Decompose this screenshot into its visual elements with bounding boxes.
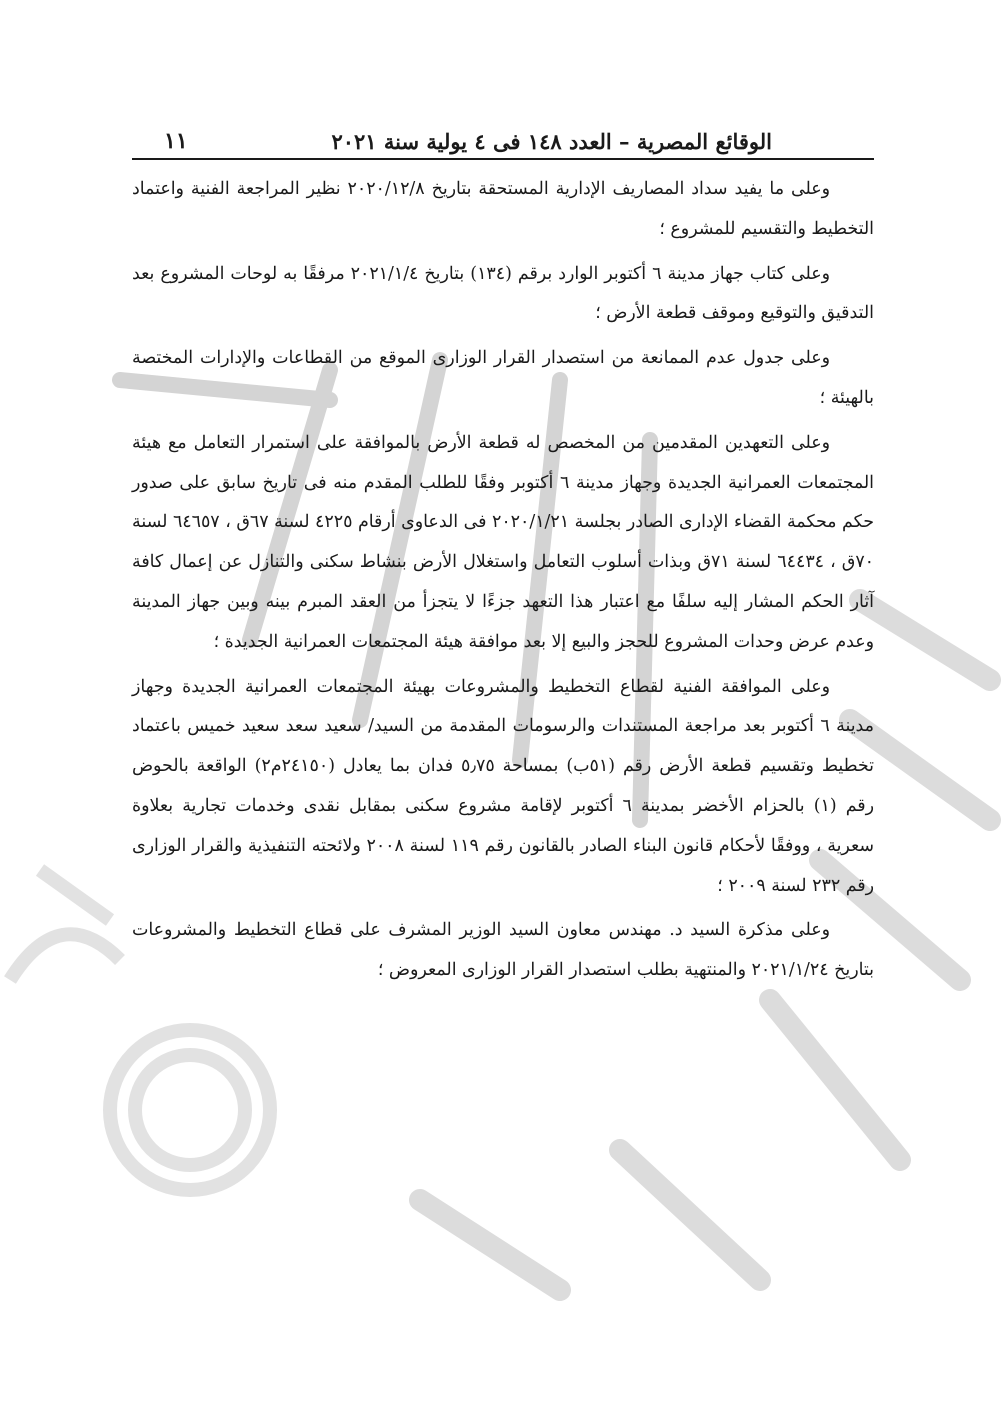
paragraph-text: وعلى جدول عدم الممانعة من استصدار القرار الوزارى الموقع من القطاعات والإدارات المختصة بالهيئة ؛ [132, 348, 874, 408]
paragraph [132, 339, 874, 419]
paragraph-text: وعلى الموافقة الفنية لقطاع التخطيط والمشروعات بهيئة المجتمعات العمرانية الجديدة وجهاز مدينة ٦ أكتوبر بعد مراجعة المستندات والرسومات المقدمة من السيد/ سعيد سعد سعيد خميس باعتماد تخطيط وتقسيم قطعة الأرض رقم (٥١ب) بمساحة ٥٫٧٥ فدان بما يعادل (٢٤١٥٠م٢) الواقعة بالحوض رقم (١) بالحزام الأخضر بمدينة ٦ أكتوبر لإقامة مشروع سكنى بمقابل نقدى وخدمات تجارية بعلاوة سعرية ، ووفقًا لأحكام قانون البناء الصادر بالقانون رقم ١١٩ لسنة ٢٠٠٨ ولائحته التنفيذية والقرار الوزارى رقم ٢٣٢ لسنة ٢٠٠٩ ؛ [132, 676, 875, 896]
paragraph [132, 911, 874, 991]
gazette-title: الوقائع المصرية – العدد ١٤٨ فى ٤ يولية سنة ٢٠٢١ [331, 129, 772, 154]
document-page [132, 108, 874, 996]
paragraph [132, 255, 874, 335]
seal-inner [135, 1055, 245, 1165]
watermark-stroke [10, 934, 120, 980]
page-number: ١١ [164, 128, 188, 154]
seal-outline [110, 1030, 270, 1190]
paragraph [132, 424, 874, 663]
watermark-stroke [860, 600, 990, 680]
paragraph [132, 668, 874, 907]
paragraph-text: وعلى ما يفيد سداد المصاريف الإدارية المستحقة بتاريخ ٢٠٢٠/١٢/٨ نظير المراجعة الفنية واعتماد التخطيط والتقسيم للمشروع ؛ [132, 179, 874, 239]
watermark-stroke [770, 1000, 900, 1160]
body-text [132, 170, 874, 991]
page-header [132, 108, 874, 160]
watermark-stroke [420, 1200, 560, 1290]
paragraph-text: وعلى كتاب جهاز مدينة ٦ أكتوبر الوارد برقم (١٣٤) بتاريخ ٢٠٢١/١/٤ مرفقًا به لوحات المشروع بعد التدقيق والتوقيع وموقف قطعة الأرض ؛ [132, 263, 874, 324]
watermark-stroke [620, 1150, 760, 1280]
watermark-stroke [40, 870, 110, 920]
paragraph-text: وعلى مذكرة السيد د. مهندس معاون السيد الوزير المشرف على قطاع التخطيط والمشروعات بتاريخ ٢٠٢١/١/٢٤ والمنتهية بطلب استصدار القرار الوزارى المعروض ؛ [132, 920, 874, 981]
paragraph [132, 170, 874, 250]
paragraph-text: وعلى التعهدين المقدمين من المخصص له قطعة الأرض بالموافقة على استمرار التعامل مع هيئة المجتمعات العمرانية الجديدة وجهاز مدينة ٦ أكتوبر وفقًا للطلب المقدم منه فى تاريخ سابق على صدور حكم محكمة القضاء الإدارى الصادر بجلسة ٢٠٢٠/١/٢١ فى الدعاوى أرقام ٤٢٢٥ لسنة ٦٧ق ، ٦٤٦٥٧ لسنة ٧٠ق ، ٦٤٤٣٤ لسنة ٧١ق وبذات أسلوب التعامل واستغلال الأرض بنشاط سكنى والتنازل عن إعمال كافة آثار الحكم المشار إليه سلفًا مع اعتبار هذا التعهد جزءًا لا يتجزأ من العقد المبرم بينه وبين جهاز المدينة وعدم عرض وحدات المشروع للحجز والبيع إلا بعد موافقة هيئة المجتمعات العمرانية الجديدة ؛ [132, 432, 875, 652]
